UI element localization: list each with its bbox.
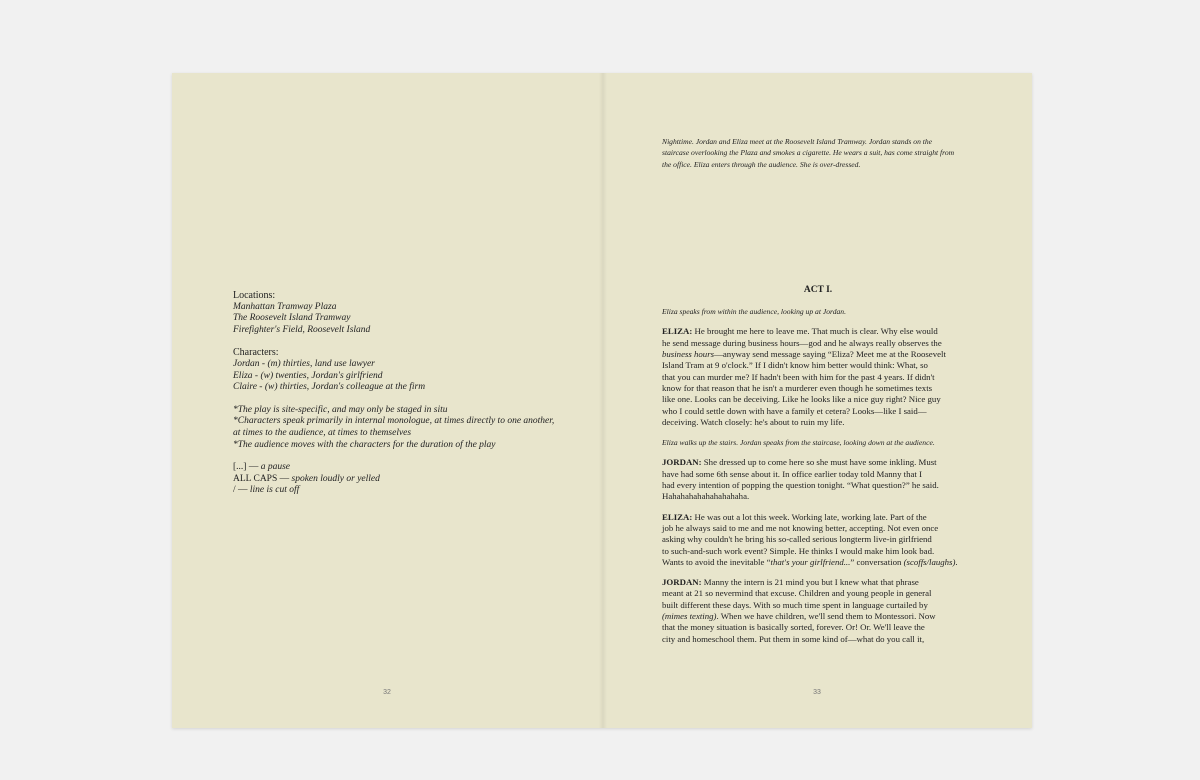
- dialogue-line: meant at 21 so nevermind that excuse. Children and young people in general: [662, 588, 932, 599]
- note-line: at times to the audience, at times to themselves: [233, 427, 412, 438]
- locations-block: [233, 290, 533, 336]
- dialogue-line: deceiving. Watch closely: he's about to ruin my life.: [662, 416, 845, 427]
- dialogue-line: who I could settle down with have a family et cetera? Looks—like I said—: [662, 405, 927, 416]
- dialogue-jordan: [662, 577, 974, 645]
- front-matter: [233, 290, 555, 508]
- left-page: [172, 73, 602, 728]
- stage-line: Nighttime. Jordan and Eliza meet at the Roosevelt Island Tramway. Jordan stands on the: [662, 137, 933, 146]
- location-item: The Roosevelt Island Tramway: [233, 313, 351, 324]
- locations-heading: Locations:: [233, 290, 276, 301]
- dialogue-line: ELIZA: He was out a lot this week. Working late, working late. Part of the: [662, 511, 927, 522]
- dialogue-line: built different these days. With so much time spent in language curtailed by: [662, 599, 928, 610]
- speaker-name: JORDAN:: [662, 457, 702, 468]
- dialogue-eliza: [662, 326, 974, 428]
- dialogue-line: (mimes texting). When we have children, we'll send them to Montessori. Now: [662, 611, 936, 622]
- dialogue-line: Hahahahahahahahahaha.: [662, 491, 750, 502]
- dialogue-line: Island Tram at 9 o'clock.” If I didn't know him better would think: What, so: [662, 360, 928, 371]
- character-item: Claire - (w) thirties, Jordan's colleague at the firm: [233, 382, 426, 393]
- page-number: 33: [813, 689, 821, 696]
- legend-symbol: [...] —: [233, 462, 261, 473]
- dialogue-line: business hours—anyway send message saying “Eliza? Meet me at the Roosevelt: [662, 349, 946, 360]
- characters-block: [233, 347, 533, 393]
- script-text: [662, 136, 974, 654]
- legend-meaning: a pause: [260, 462, 290, 473]
- dialogue-line: JORDAN: Manny the intern is 21 mind you but I knew what that phrase: [662, 577, 919, 588]
- right-page: [602, 73, 1032, 728]
- dialogue-line: ELIZA: He brought me here to leave me. That much is clear. Why else would: [662, 326, 938, 337]
- speaker-name: JORDAN:: [662, 577, 702, 588]
- legend-item: [233, 474, 533, 486]
- act-title: ACT I.: [803, 284, 833, 295]
- legend-symbol: / —: [233, 485, 250, 496]
- characters-heading: Characters:: [233, 347, 279, 359]
- dialogue-line: he send message during business hours—god and he always really observes the: [662, 337, 942, 348]
- dialogue-line: Wants to avoid the inevitable “that's your girlfriend...” conversation (scoffs/laughs).: [662, 556, 958, 567]
- legend-item: [233, 485, 533, 497]
- italic-aside: (scoffs/laughs): [903, 556, 956, 567]
- stage-direction: Eliza walks up the stairs. Jordan speaks from the staircase, looking down at the audience.: [662, 438, 935, 448]
- legend-meaning: spoken loudly or yelled: [291, 473, 380, 484]
- stage-line: staircase overlooking the Plaza and smokes a cigarette. He wears a suit, has come straight from: [662, 148, 955, 158]
- note-line: *The play is site-specific, and may only be staged in situ: [233, 404, 448, 415]
- dialogue-line: had every intention of popping the question tonight. “What question?” he said.: [662, 480, 939, 491]
- dialogue-line: that the money situation is basically sorted, forever. Or! Or. We'll leave the: [662, 622, 925, 633]
- book-spread: [172, 73, 1032, 728]
- dialogue-line: have had some 6th sense about it. In office earlier today told Manny that I: [662, 468, 923, 479]
- italic-aside: that's your girlfriend...: [770, 556, 851, 567]
- dialogue-line: know for that reason that he isn't a murderer even though he sometimes texts: [662, 382, 933, 393]
- character-item: Jordan - (m) thirties, land use lawyer: [233, 358, 375, 369]
- dialogue-line: city and homeschool them. Put them in some kind of—what do you call it,: [662, 633, 925, 644]
- speaker-name: ELIZA:: [662, 326, 693, 337]
- speaker-name: ELIZA:: [662, 511, 693, 522]
- dialogue-line: job he always said to me and me not knowing better, accepting. Not even once: [662, 522, 939, 533]
- dialogue-line: like one. Looks can be deceiving. Like he looks like a nice guy right? Nice guy: [662, 394, 941, 405]
- legend-meaning: line is cut off: [249, 485, 300, 496]
- opening-stage-direction: [662, 136, 974, 170]
- note-line: *The audience moves with the characters for the duration of the play: [233, 439, 496, 450]
- dialogue-jordan: [662, 457, 974, 502]
- notation-legend: [233, 462, 533, 497]
- stage-direction: Eliza speaks from within the audience, looking up at Jordan.: [662, 307, 846, 317]
- dialogue-eliza: [662, 512, 974, 568]
- notes-block: [233, 404, 555, 451]
- legend-symbol: ALL CAPS —: [233, 473, 292, 484]
- legend-item: [233, 462, 533, 474]
- dialogue-line: JORDAN: She dressed up to come here so she must have some inkling. Must: [662, 457, 937, 468]
- dialogue-line: that you can murder me? If hadn't been with him for the past 4 years. If didn't: [662, 371, 935, 382]
- location-item: Manhattan Tramway Plaza: [233, 301, 337, 312]
- note-line: *Characters speak primarily in internal monologue, at times directly to one another,: [233, 416, 555, 427]
- stage-line: the office. Eliza enters through the audience. She is over-dressed.: [662, 159, 861, 169]
- page-number: 32: [383, 689, 391, 696]
- character-item: Eliza - (w) twenties, Jordan's girlfriend: [233, 370, 383, 381]
- dialogue-line: asking why couldn't he bring his so-called serious longterm live-in girlfriend: [662, 534, 932, 545]
- dialogue-line: to such-and-such work event? Simple. He thinks I would make him look bad.: [662, 545, 935, 556]
- italic-aside: business hours: [662, 349, 715, 360]
- location-item: Firefighter's Field, Roosevelt Island: [233, 324, 371, 335]
- italic-aside: (mimes texting): [662, 611, 717, 622]
